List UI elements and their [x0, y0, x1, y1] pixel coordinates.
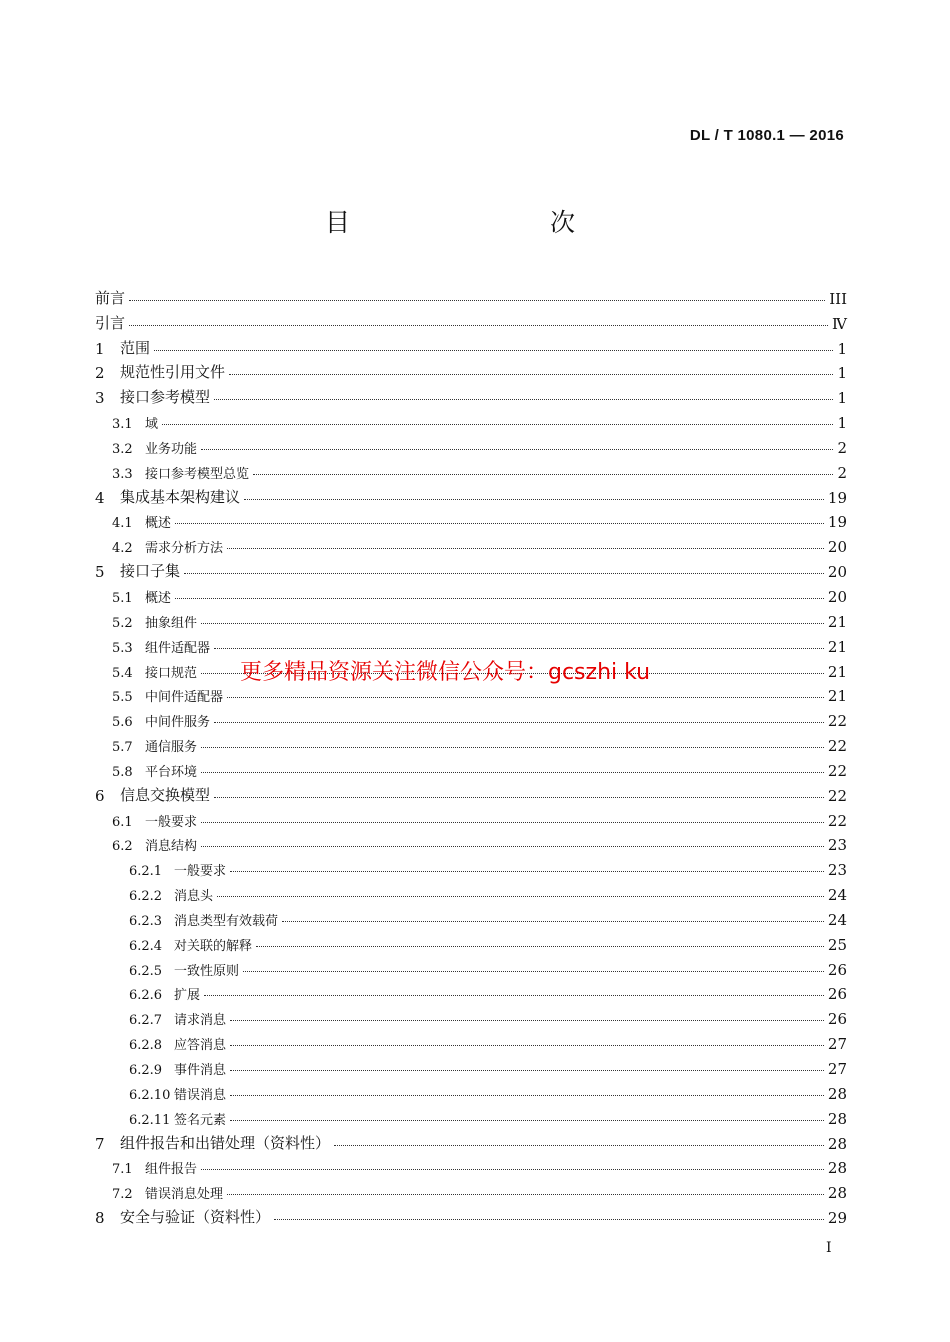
toc-leader-dots [230, 871, 824, 872]
toc-leader-dots [253, 474, 833, 475]
toc-entry-label: 接口参考模型总览 [145, 466, 250, 482]
toc-leader-dots [244, 499, 824, 500]
toc-leader-dots [184, 573, 824, 574]
toc-entry-number: 7.2 [112, 1187, 133, 1203]
toc-entry[interactable] [95, 482, 847, 507]
toc-entry-page: 21 [827, 662, 847, 681]
toc-entry-page: 22 [827, 712, 847, 731]
toc-leader-dots [214, 797, 824, 798]
toc-leader-dots [162, 424, 833, 425]
toc-entry-number: 2 [95, 364, 105, 383]
toc-entry[interactable] [95, 432, 847, 457]
toc-entry[interactable] [95, 954, 847, 979]
toc-entry-number: 6.2.10 [129, 1087, 171, 1103]
toc-entry-label: 错误消息处理 [145, 1187, 224, 1203]
toc-entry-number: 3.2 [112, 441, 133, 457]
toc-leader-dots [201, 772, 824, 773]
toc-entry[interactable] [95, 283, 847, 308]
watermark-text: 更多精品资源关注微信公众号：gcszhi ku [240, 660, 651, 685]
toc-entry-number: 6.2.11 [129, 1112, 171, 1128]
toc-entry-page: 21 [827, 637, 847, 656]
toc-leader-dots [230, 1120, 824, 1121]
toc-leader-dots [230, 1095, 824, 1096]
toc-entry-page: 27 [827, 1035, 847, 1054]
toc-entry-page: 28 [827, 1159, 847, 1178]
toc-leader-dots [129, 300, 825, 301]
toc-entry[interactable] [95, 1177, 847, 1202]
toc-entry[interactable] [95, 382, 847, 407]
toc-entry[interactable] [95, 854, 847, 879]
toc-entry-number: 5.4 [112, 665, 133, 681]
toc-entry-page: 26 [827, 960, 847, 979]
toc-entry[interactable] [95, 457, 847, 482]
toc-entry-number: 7 [95, 1134, 105, 1153]
toc-entry-page: Ⅳ [832, 314, 847, 333]
toc-entry-page: III [829, 289, 847, 308]
toc-entry-number: 3.3 [112, 466, 133, 482]
toc-entry-label: 前言 [95, 288, 126, 307]
toc-leader-dots [129, 325, 828, 326]
toc-leader-dots [201, 747, 824, 748]
toc-entry-number: 5.1 [112, 590, 133, 606]
toc-entry-page: 26 [827, 1010, 847, 1029]
toc-entry-label: 事件消息 [174, 1063, 227, 1078]
toc-entry-label: 中间件适配器 [145, 690, 224, 706]
toc-entry-label: 信息交换模型 [120, 785, 211, 804]
toc-entry[interactable] [95, 979, 847, 1004]
toc-entry-page: 28 [827, 1184, 847, 1203]
toc-entry[interactable] [95, 531, 847, 556]
toc-entry[interactable] [95, 606, 847, 631]
toc-entry-page: 22 [827, 737, 847, 756]
toc-entry-number: 5.5 [112, 690, 133, 706]
toc-entry[interactable] [95, 358, 847, 383]
toc-leader-dots [334, 1145, 824, 1146]
toc-entry[interactable] [95, 333, 847, 358]
toc-entry-page: 28 [827, 1109, 847, 1128]
toc-entry[interactable] [95, 581, 847, 606]
toc-entry-number: 6.2.5 [129, 963, 163, 979]
toc-entry-label: 错误消息 [174, 1087, 227, 1103]
toc-entry-page: 21 [827, 687, 847, 706]
toc-leader-dots [227, 697, 824, 698]
toc-entry-number: 4.2 [112, 541, 133, 557]
toc-entry-number: 5.3 [112, 640, 133, 656]
toc-entry-page: 21 [827, 612, 847, 631]
toc-entry-number: 1 [95, 339, 105, 358]
toc-entry[interactable] [95, 780, 847, 805]
toc-leader-dots [274, 1219, 824, 1220]
toc-entry-label: 平台环境 [145, 764, 198, 780]
toc-entry-page: 23 [827, 836, 847, 855]
toc-entry-label: 通信服务 [145, 740, 198, 756]
toc-entry-label: 接口参考模型 [120, 388, 211, 407]
toc-entry-label: 组件适配器 [145, 640, 211, 656]
toc-entry-page: 22 [827, 761, 847, 780]
toc-entry[interactable] [95, 1028, 847, 1053]
toc-entry-number: 6.2.4 [129, 938, 163, 954]
toc-entry-label: 组件报告 [145, 1162, 198, 1178]
toc-entry-page: 24 [827, 910, 847, 929]
toc-entry-number: 6.2.8 [129, 1038, 163, 1054]
document-code: DL / T 1080.1 — 2016 [689, 127, 844, 144]
toc-leader-dots [175, 523, 824, 524]
toc-entry-label: 对关联的解释 [174, 938, 253, 954]
toc-entry-page: 20 [827, 563, 847, 582]
toc-entry-number: 5.7 [112, 740, 133, 756]
toc-entry-label: 组件报告和出错处理（资料性） [120, 1133, 331, 1152]
toc-entry-number: 6.2.2 [129, 889, 163, 905]
toc-entry[interactable] [95, 631, 847, 656]
toc-entry-label: 一般要求 [174, 864, 227, 880]
toc-leader-dots [201, 623, 824, 624]
toc-entry-number: 6.2.7 [129, 1013, 163, 1029]
toc-entry[interactable] [95, 1003, 847, 1028]
toc-leader-dots [243, 971, 824, 972]
toc-leader-dots [175, 598, 824, 599]
toc-entry-number: 5.6 [112, 715, 133, 731]
toc-leader-dots [154, 350, 833, 351]
toc-leader-dots [201, 1169, 824, 1170]
toc-entry-label: 一致性原则 [174, 963, 240, 979]
toc-entry[interactable] [95, 556, 847, 581]
toc-entry[interactable] [95, 929, 847, 954]
toc-entry-page: 23 [827, 861, 847, 880]
toc-entry[interactable] [95, 705, 847, 730]
toc-entry-label: 规范性引用文件 [120, 363, 226, 382]
toc-entry-label: 需求分析方法 [145, 541, 224, 557]
toc-leader-dots [227, 1194, 824, 1195]
toc-entry-page: 22 [827, 811, 847, 830]
toc-entry-page: 1 [837, 389, 847, 408]
toc-entry-page: 19 [827, 513, 847, 532]
toc-leader-dots [201, 449, 833, 450]
toc-entry-number: 6.2.3 [129, 913, 163, 929]
toc-entry-number: 5.2 [112, 615, 133, 631]
toc-entry-page: 24 [827, 886, 847, 905]
toc-entry[interactable] [95, 730, 847, 755]
toc-entry-label: 消息类型有效载荷 [174, 913, 279, 929]
toc-entry-label: 消息头 [174, 889, 214, 905]
toc-entry-page: 25 [827, 935, 847, 954]
toc-entry-page: 27 [827, 1060, 847, 1078]
toc-leader-dots [204, 995, 824, 996]
toc-entry-page: 22 [827, 786, 847, 805]
toc-entry-number: 5 [95, 563, 105, 582]
toc-entry-label: 请求消息 [174, 1013, 227, 1029]
toc-entry-label: 安全与验证（资料性） [120, 1208, 271, 1227]
toc-entry-label: 范围 [120, 338, 151, 357]
toc-entry-label: 接口子集 [120, 562, 181, 581]
toc-leader-dots [217, 896, 824, 897]
toc-entry-label: 引言 [95, 313, 126, 332]
toc-entry-label: 集成基本架构建议 [120, 487, 241, 506]
toc-entry[interactable] [95, 1153, 847, 1178]
toc-entry[interactable] [95, 1202, 847, 1227]
toc-entry-page: 20 [827, 587, 847, 606]
toc-entry-label: 中间件服务 [145, 715, 211, 731]
toc-entry-label: 业务功能 [145, 441, 198, 457]
toc-entry-page: 29 [827, 1209, 847, 1228]
toc-leader-dots [214, 648, 824, 649]
toc-entry[interactable] [95, 308, 847, 333]
toc-entry[interactable] [95, 1078, 847, 1103]
toc-entry[interactable] [95, 879, 847, 904]
toc-entry-label: 抽象组件 [145, 615, 198, 631]
toc-entry-number: 6.2.9 [129, 1063, 163, 1078]
toc-entry-label: 扩展 [174, 988, 201, 1004]
toc-entry[interactable] [95, 507, 847, 532]
toc-entry-label: 域 [145, 417, 159, 433]
toc-entry-number: 3 [95, 389, 105, 408]
toc-leader-dots [230, 1070, 824, 1071]
toc-leader-dots [282, 921, 824, 922]
toc-entry[interactable] [95, 407, 847, 432]
toc-entry-label: 概述 [145, 590, 172, 606]
toc-leader-dots [214, 399, 833, 400]
toc-leader-dots [214, 722, 824, 723]
toc-entry-label: 应答消息 [174, 1038, 227, 1054]
toc-entry-number: 5.8 [112, 764, 133, 780]
toc-entry[interactable] [95, 1053, 847, 1078]
toc-entry-page: 2 [837, 463, 847, 482]
toc-entry-label: 消息结构 [145, 839, 198, 855]
page-title: 目 次 [324, 208, 625, 237]
toc-entry-page: 1 [837, 364, 847, 383]
toc-entry[interactable] [95, 755, 847, 780]
toc-entry-page: 19 [827, 488, 847, 507]
toc-entry-number: 4.1 [112, 516, 133, 532]
toc-entry-label: 签名元素 [174, 1112, 227, 1128]
toc-entry-page: 20 [827, 538, 847, 557]
toc-entry-page: 28 [827, 1134, 847, 1153]
toc-leader-dots [201, 822, 824, 823]
toc-leader-dots [229, 374, 833, 375]
toc-entry-number: 4 [95, 488, 105, 507]
toc-entry[interactable] [95, 904, 847, 929]
toc-entry-number: 8 [95, 1209, 105, 1228]
toc-entry-number: 6 [95, 786, 105, 805]
toc-entry[interactable] [95, 1103, 847, 1128]
toc-entry-number: 3.1 [112, 417, 133, 433]
toc-leader-dots [201, 846, 824, 847]
toc-entry[interactable] [95, 805, 847, 830]
toc-entry-number: 6.2.1 [129, 864, 163, 880]
toc-entry-number: 6.2.6 [129, 988, 163, 1004]
toc-leader-dots [230, 1020, 824, 1021]
toc-entry-page: 26 [827, 985, 847, 1004]
toc-entry-page: 28 [827, 1084, 847, 1103]
toc-entry-label: 一般要求 [145, 814, 198, 830]
toc-entry-number: 7.1 [112, 1162, 133, 1178]
toc-entry[interactable] [95, 830, 847, 855]
toc-entry[interactable] [95, 1128, 847, 1153]
table-of-contents [95, 283, 847, 1227]
toc-leader-dots [256, 946, 824, 947]
toc-entry-number: 6.2 [112, 839, 133, 855]
toc-entry-number: 6.1 [112, 814, 133, 830]
toc-entry-page: 2 [837, 438, 847, 457]
toc-entry-label: 概述 [145, 516, 172, 532]
toc-entry-page: 1 [837, 339, 847, 358]
toc-leader-dots [227, 548, 824, 549]
toc-leader-dots [230, 1045, 824, 1046]
footer-page-number: I [826, 1240, 832, 1256]
toc-entry-page: 1 [837, 414, 847, 433]
toc-entry-label: 接口规范 [145, 665, 198, 681]
